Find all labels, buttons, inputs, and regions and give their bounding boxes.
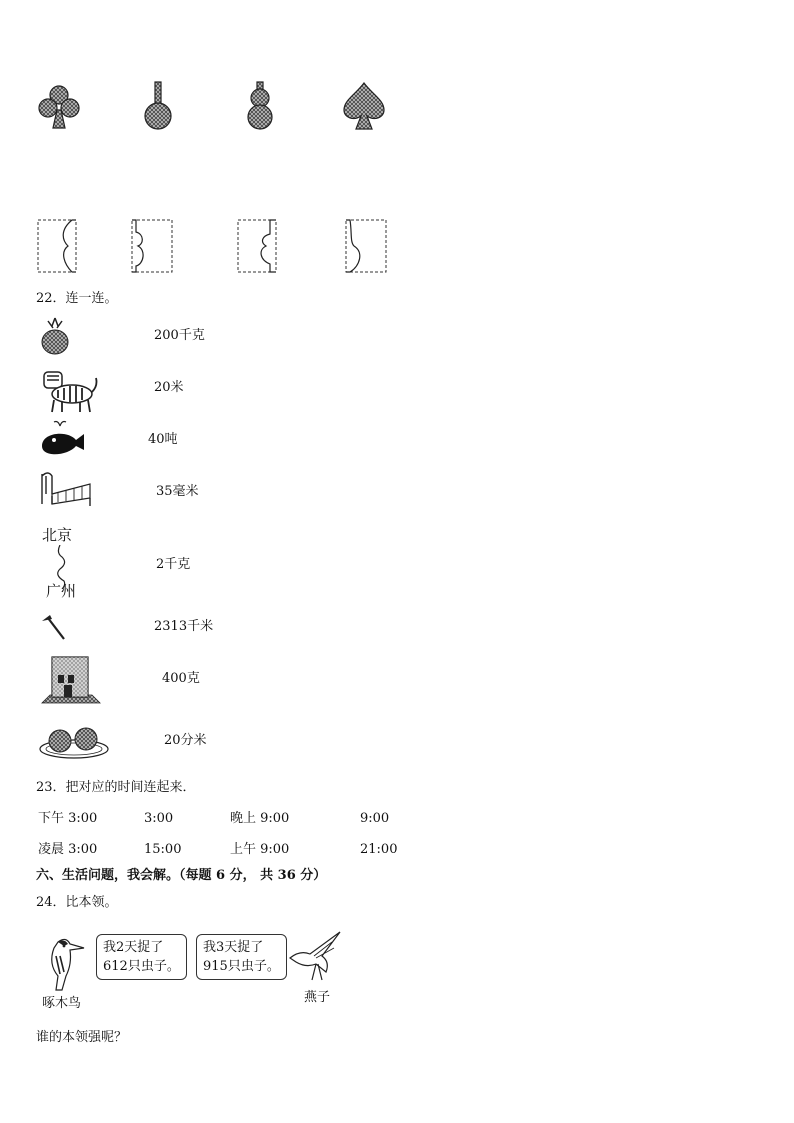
bed-icon [38, 466, 94, 508]
speech-line: 我3天捉了 [203, 940, 264, 955]
spade-icon [340, 80, 388, 132]
speech-line: 我2天捉了 [103, 940, 164, 955]
time-label: 晚上 9:00 [230, 811, 290, 826]
club-icon [36, 82, 82, 132]
speech-line: 915只虫子。 [203, 959, 280, 974]
time-label: 21:00 [360, 842, 398, 857]
section-heading: 六、生活问题，我会解。（每题 6 分， 共 36 分） [36, 868, 327, 883]
cut-card-right-curve [344, 218, 388, 274]
tiger-icon [38, 366, 100, 416]
map-label-top: 北京 [42, 526, 73, 544]
swallow-speech-bubble [196, 934, 287, 980]
beijing-guangzhou-map [38, 527, 86, 603]
time-label: 15:00 [144, 842, 182, 857]
plate-of-fruit-icon [38, 721, 110, 761]
building-icon [40, 651, 102, 705]
woodpecker-speech-bubble [96, 934, 187, 980]
swallow-label: 燕子 [304, 990, 331, 1005]
swallow-icon [286, 928, 346, 984]
whale-icon [38, 418, 88, 460]
map-label-bottom: 广州 [46, 582, 77, 600]
unit-label: 20米 [154, 380, 184, 395]
unit-label: 400克 [162, 671, 200, 686]
cut-card-left-notch-2 [236, 218, 278, 274]
gourd-icon [240, 80, 280, 132]
cut-card-left-notch [36, 218, 78, 274]
pineapple-icon [38, 316, 72, 356]
unit-label: 20分米 [164, 733, 207, 748]
q22-title: 22．连一连。 [36, 291, 118, 306]
unit-label: 2千克 [156, 557, 191, 572]
time-label: 3:00 [144, 811, 174, 826]
speech-line: 612只虫子。 [103, 959, 180, 974]
unit-label: 200千克 [154, 328, 205, 343]
lollipop-icon [138, 80, 178, 132]
woodpecker-label: 啄木鸟 [42, 996, 82, 1011]
woodpecker-icon [42, 934, 88, 992]
unit-label: 40吨 [148, 432, 178, 447]
time-label: 上午 9:00 [230, 842, 290, 857]
time-label: 下午 3:00 [38, 811, 98, 826]
time-label: 凌晨 3:00 [38, 842, 98, 857]
q24-question: 谁的本领强呢？ [36, 1030, 128, 1045]
unit-label: 35毫米 [156, 484, 199, 499]
cut-card-right-notch [130, 218, 174, 274]
time-label: 9:00 [360, 811, 390, 826]
nail-icon [40, 613, 68, 641]
unit-label: 2313千米 [154, 619, 214, 634]
q23-title: 23．把对应的时间连起来． [36, 780, 196, 795]
q24-title: 24．比本领。 [36, 895, 118, 910]
